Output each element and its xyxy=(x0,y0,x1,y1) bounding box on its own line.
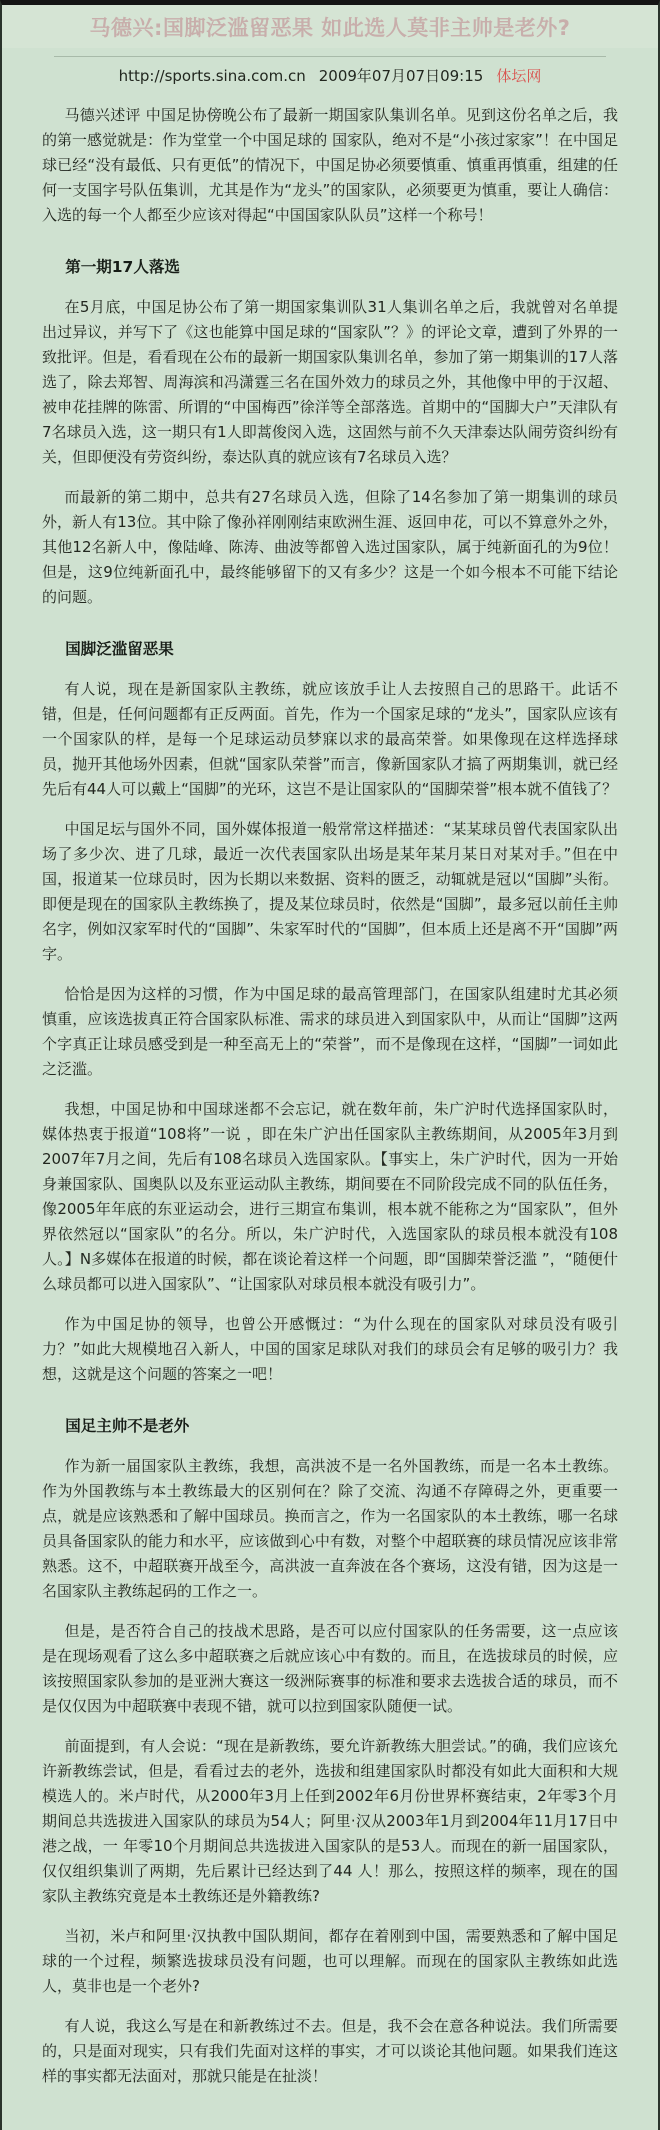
publish-datetime: 2009年07月07日09:15 xyxy=(318,67,484,85)
article-paragraph: 恰恰是因为这样的习惯，作为中国足球的最高管理部门，在国家队组建时尤其必须慎重，应该选拔真正符合国家队标准、需求的球员进入到国家队中，从而让“国脚”这两个字真正让球员感受到是一种至高无上的“荣誉”，而不是像现在这样，“国脚”一词如此之泛滥。 xyxy=(42,985,618,1078)
title-divider xyxy=(54,56,606,57)
article-paragraph: 有人说，现在是新国家队主教练，就应该放手让人去按照自己的思路干。此话不错，但是，任何问题都有正反两面。首先，作为一个国家足球的“龙头”，国家队应该有一个国家队的样，是每一个足球运动员梦寐以求的最高荣誉。如果像现在这样选择球员，抛开其他场外因素，但就“国家队荣誉”而言，像新国家队才搞了两期集训，就已经先后有44人可以戴上“国脚”的光环，这岂不是让国家队的“国脚荣誉”根本就不值钱了？ xyxy=(42,680,618,798)
section-heading: 第一期17人落选 xyxy=(65,258,180,276)
article-paragraph: 在5月底，中国足协公布了第一期国家集训队31人集训名单之后，我就曾对名单提出过异议，并写下了《这也能算中国足球的“国家队”？》的评论文章，遭到了外界的一致批评。但是，看看现在公布的最新一期国家队集训名单，参加了第一期集训的17人落选了，除去郑智、周海滨和冯潇霆三名在国外效力的球员之外，其他像中甲的于汉超、被申花挂牌的陈雷、所谓的“中国梅西”徐洋等全部落选。首期中的“国脚大户”天津队有7名球员入选，这一期只有1人即蒿俊闵入选，这固然与前不久天津泰达队闹劳资纠纷有关，但即便没有劳资纠纷，泰达队真的就应该有7名球员入选？ xyxy=(42,298,618,466)
article-paragraph: 作为新一届国家队主教练，我想，高洪波不是一名外国教练，而是一名本土教练。作为外国教练与本土教练最大的区别何在？除了交流、沟通不存障碍之外，更重要一点，就是应该熟悉和了解中国球员。换而言之，作为一名国家队的本土教练，哪一名球员具备国家队的能力和水平，应该做到心中有数，对整个中超联赛的球员情况应该非常熟悉。这不，中超联赛开战至今，高洪波一直奔波在各个赛场，这没有错，因为这是一名国家队主教练起码的工作之一。 xyxy=(42,1457,618,1600)
article-paragraph: 前面提到，有人会说：“现在是新教练，要允许新教练大胆尝试。”的确，我们应该允许新教练尝试，但是，看看过去的老外，选拔和组建国家队时都没有如此大面积和大规模选人的。米卢时代，从2000年3月上任到2002年6月份世界杯赛结束，2年零3个月期间总共选拔进入国家队的球员为54人；阿里·汉从2003年1月到2004年11月17日中港之战，一 年零10个月期间总共选拔进入国家队的是53人。而现在的新一届国家队，仅仅组织集训了两期，先后累计已经达到了44 人！那么，按照这样的频率，现在的国家队主教练究竟是本土教练还是外籍教练? xyxy=(42,1737,618,1905)
title-band xyxy=(2,5,658,48)
article-paragraph: 中国足坛与国外不同，国外媒体报道一般常常这样描述：“某某球员曾代表国家队出场了多少次、进了几球，最近一次代表国家队出场是某年某月某日对某对手。”但在中国，报道某一位球员时，因为长期以来数据、资料的匮乏，动辄就是冠以“国脚”头衔。即便是现在的国家队主教练换了，提及某位球员时，依然是“国脚”，最多冠以前任主帅名字，例如汉家军时代的“国脚”、朱家军时代的“国脚”，但本质上还是离不开“国脚”两字。 xyxy=(42,820,618,963)
article-body xyxy=(2,86,658,2130)
section-heading: 国足主帅不是老外 xyxy=(65,1417,190,1435)
source-site-link[interactable]: 体坛网 xyxy=(496,67,542,85)
section-heading: 国脚泛滥留恶果 xyxy=(65,640,174,658)
article-paragraph: 当初，米卢和阿里·汉执教中国队期间，都存在着刚到中国，需要熟悉和了解中国足球的一个过程，频繁选拔球员没有问题，也可以理解。而现在的国家队主教练如此选人，莫非也是一个老外? xyxy=(42,1927,618,1995)
article-paragraph: 有人说，我这么写是在和新教练过不去。但是，我不会在意各种说法。我们所需要的，只是面对现实，只有我们先面对这样的事实，才可以谈论其他问题。如果我们连这样的事实都无法面对，那就只能是在扯淡！ xyxy=(42,2017,618,2085)
article-paragraph: 我想，中国足协和中国球迷都不会忘记，就在数年前，朱广沪时代选择国家队时，媒体热衷于报道“108将”一说 ，即在朱广沪出任国家队主教练期间，从2005年3月到2007年7月之间，先后有108名球员入选国家队。【事实上，朱广沪时代，因为一开始身兼国家队、国奥队以及东亚运动队主教练，期间要在不同阶段完成不同的队伍任务，像2005年年底的东亚运动会，进行三期宣布集训，根本就不能称之为“国家队”，但外界依然冠以“国家队”的名分。所以，朱广沪时代，入选国家队的球员根本就没有108人。】N多媒体在报道的时候，都在谈论着这样一个问题，即“国脚荣誉泛滥 ”，“随便什么球员都可以进入国家队”、“让国家队对球员根本就没有吸引力”。 xyxy=(42,1100,618,1293)
article-meta xyxy=(2,66,658,86)
page-title: 马德兴:国脚泛滥留恶果 如此选人莫非主帅是老外? xyxy=(89,16,571,40)
source-url-text: http://sports.sina.com.cn xyxy=(118,67,306,85)
article-paragraph: 作为中国足协的领导，也曾公开感慨过：“为什么现在的国家队对球员没有吸引力？”如此大规模地召入新人，中国的国家足球队对我们的球员会有足够的吸引力？我想，这就是这个问题的答案之一吧！ xyxy=(42,1315,618,1383)
article-paragraph: 而最新的第二期中，总共有27名球员入选，但除了14名参加了第一期集训的球员外，新人有13位。其中除了像孙祥刚刚结束欧洲生涯、返回申花，可以不算意外之外，其他12名新人中，像陆峰、陈涛、曲波等都曾入选过国家队，属于纯新面孔的为9位！但是，这9位纯新面孔中，最终能够留下的又有多少？这是一个如今根本不可能下结论的问题。 xyxy=(42,488,618,606)
article-paragraph: 马德兴述评 中国足协傍晚公布了最新一期国家队集训名单。见到这份名单之后，我的第一感觉就是：作为堂堂一个中国足球的 国家队，绝对不是“小孩过家家”！在中国足球已经“没有最低、只有更低”的情况下，中国足协必须要慎重、慎重再慎重，组建的任何一支国字号队伍集训，尤其是作为“龙头”的国家队，必须要更为慎重，要让人确信：入选的每一个人都至少应该对得起“中国国家队队员”这样一个称号！ xyxy=(42,106,618,224)
article-paragraph: 但是，是否符合自己的技战术思路，是否可以应付国家队的任务需要，这一点应该是在现场观看了这么多中超联赛之后就应该心中有数的。而且，在选拔球员的时候，应该按照国家队参加的是亚洲大赛这一级洲际赛事的标准和要求去选拔合适的球员，而不是仅仅因为中超联赛中表现不错，就可以拉到国家队随便一试。 xyxy=(42,1622,618,1715)
